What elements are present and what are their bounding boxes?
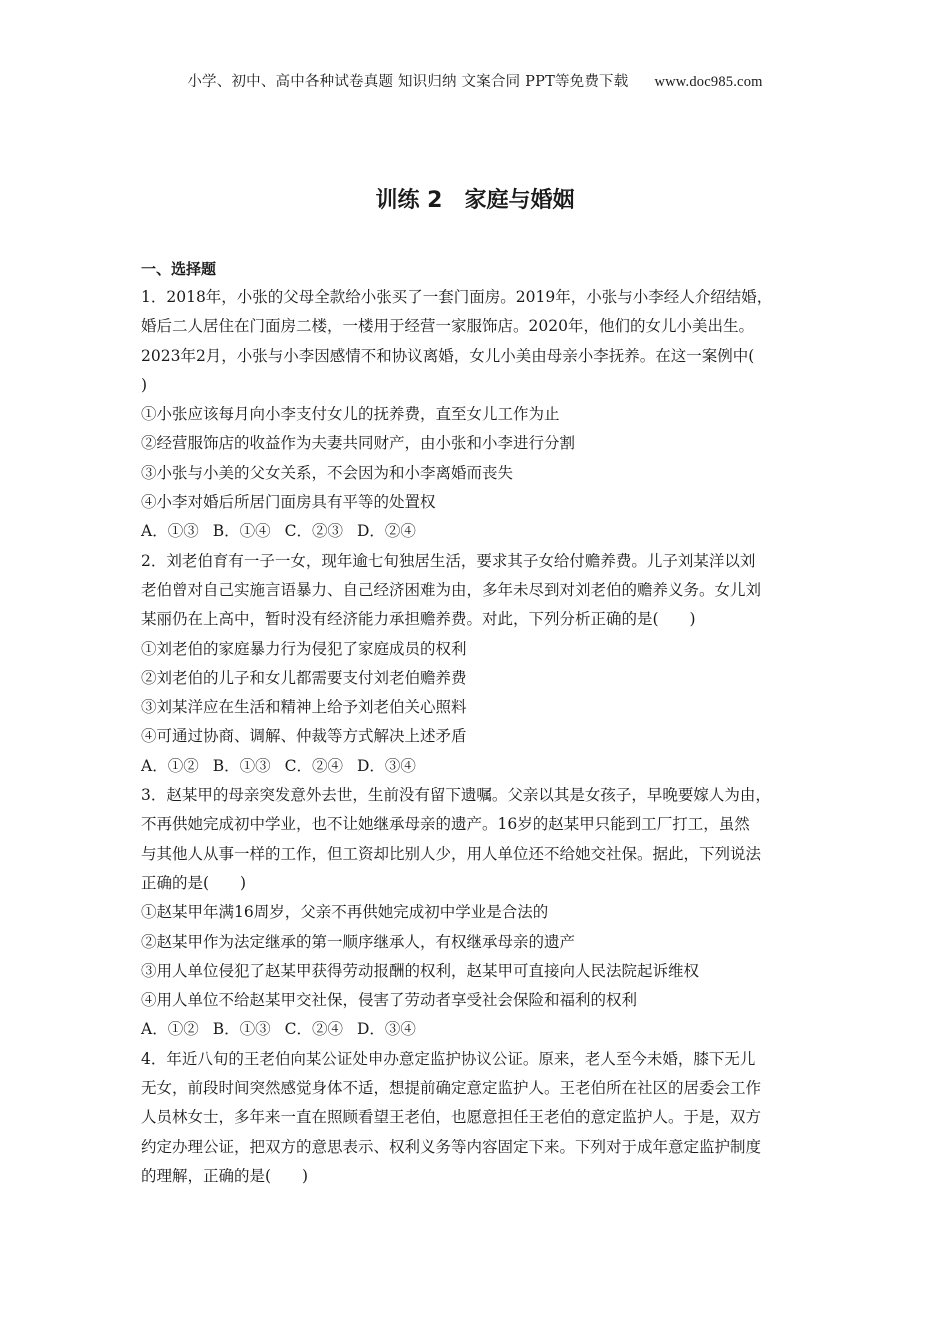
page-header xyxy=(0,70,950,91)
option-d: D．③④ xyxy=(356,756,416,775)
question-stem-line: 人员林女士，多年来一直在照顾看望王老伯，也愿意担任王老伯的意定监护人。于是，双方 xyxy=(141,1108,762,1127)
header-site-link[interactable]: www.doc985.com xyxy=(654,74,763,90)
option-d: D．②④ xyxy=(356,522,416,541)
statement-item: ③小张与小美的父女关系，不会因为和小李离婚而丧失 xyxy=(141,463,514,482)
option-a: A．①② xyxy=(141,756,199,775)
question-stem-line: 4．年近八旬的王老伯向某公证处申办意定监护协议公证。原来，老人至今未婚，膝下无儿 xyxy=(141,1049,756,1068)
option-d: D．③④ xyxy=(356,1020,416,1039)
option-b: B．①③ xyxy=(212,756,271,775)
statement-item: ④小李对婚后所居门面房具有平等的处置权 xyxy=(141,493,436,512)
question-stem-line: 的理解，正确的是( ) xyxy=(141,1166,309,1185)
option-a: A．①② xyxy=(141,1020,199,1039)
question-section xyxy=(141,257,821,1191)
question-stem-line: 3．赵某甲的母亲突发意外去世，生前没有留下遗嘱。父亲以其是女孩子，早晚要嫁人为由， xyxy=(141,786,771,805)
section-heading: 一、选择题 xyxy=(141,260,217,278)
question-stem-line: 不再供她完成初中学业，也不让她继承母亲的遗产。16岁的赵某甲只能到工厂打工，虽然 xyxy=(141,815,750,834)
option-b: B．①③ xyxy=(212,1020,271,1039)
question-stem-line: 正确的是( ) xyxy=(141,873,247,892)
title-part2: 家庭与婚姻 xyxy=(464,188,575,213)
statement-item: ④可通过协商、调解、仲裁等方式解决上述矛盾 xyxy=(141,727,467,746)
question-stem-line: 某丽仍在上高中，暂时没有经济能力承担赡养费。对此，下列分析正确的是( ) xyxy=(141,610,696,629)
option-a: A．①③ xyxy=(141,522,199,541)
question-stem-line: 1．2018年，小张的父母全款给小张买了一套门面房。2019年，小张与小李经人介绍结婚， xyxy=(141,288,773,306)
answer-options xyxy=(141,517,821,546)
question-1 xyxy=(141,283,821,547)
answer-options xyxy=(141,752,821,781)
question-2 xyxy=(141,547,821,781)
statement-item: ②赵某甲作为法定继承的第一顺序继承人，有权继承母亲的遗产 xyxy=(141,932,576,951)
statement-item: ③用人单位侵犯了赵某甲获得劳动报酬的权利，赵某甲可直接向人民法院起诉维权 xyxy=(141,961,700,980)
statement-item: ②经营服饰店的收益作为夫妻共同财产，由小张和小李进行分割 xyxy=(141,434,576,453)
question-3 xyxy=(141,781,821,1045)
option-b: B．①④ xyxy=(212,522,271,541)
header-text: 小学、初中、高中各种试卷真题 知识归纳 文案合同 PPT等免费下载 xyxy=(187,74,629,90)
option-c: C．②③ xyxy=(284,522,343,541)
question-stem-line: 约定办理公证，把双方的意思表示、权利义务等内容固定下来。下列对于成年意定监护制度 xyxy=(141,1137,762,1156)
question-stem-line: 2023年2月，小张与小李因感情不和协议离婚，女儿小美由母亲小李抚养。在这一案例中( xyxy=(141,346,755,365)
answer-options xyxy=(141,1015,821,1044)
option-c: C．②④ xyxy=(284,1020,343,1039)
statement-item: ①小张应该每月向小李支付女儿的抚养费，直至女儿工作为止 xyxy=(141,405,560,424)
question-stem-line: 与其他人从事一样的工作，但工资却比别人少，用人单位还不给她交社保。据此，下列说法 xyxy=(141,844,762,863)
title-part1: 训练 2 xyxy=(375,188,443,213)
question-stem-line: 2．刘老伯育有一子一女，现年逾七旬独居生活，要求其子女给付赡养费。儿子刘某洋以刘 xyxy=(141,551,756,570)
statement-item: ②刘老伯的儿子和女儿都需要支付刘老伯赡养费 xyxy=(141,668,467,687)
statement-item: ④用人单位不给赵某甲交社保，侵害了劳动者享受社会保险和福利的权利 xyxy=(141,991,638,1010)
question-stem-line: 老伯曾对自己实施言语暴力、自己经济困难为由，多年未尽到对刘老伯的赡养义务。女儿刘 xyxy=(141,580,762,599)
statement-item: ①刘老伯的家庭暴力行为侵犯了家庭成员的权利 xyxy=(141,639,467,658)
option-c: C．②④ xyxy=(284,756,343,775)
page-title xyxy=(0,183,950,214)
question-stem-line: ) xyxy=(141,375,148,394)
question-stem-line: 无女，前段时间突然感觉身体不适，想提前确定意定监护人。王老伯所在社区的居委会工作 xyxy=(141,1079,762,1098)
statement-item: ①赵某甲年满16周岁，父亲不再供她完成初中学业是合法的 xyxy=(141,903,549,922)
statement-item: ③刘某洋应在生活和精神上给予刘老伯关心照料 xyxy=(141,698,467,717)
question-4 xyxy=(141,1045,821,1191)
question-stem-line: 婚后二人居住在门面房二楼，一楼用于经营一家服饰店。2020年，他们的女儿小美出生。 xyxy=(141,317,754,336)
